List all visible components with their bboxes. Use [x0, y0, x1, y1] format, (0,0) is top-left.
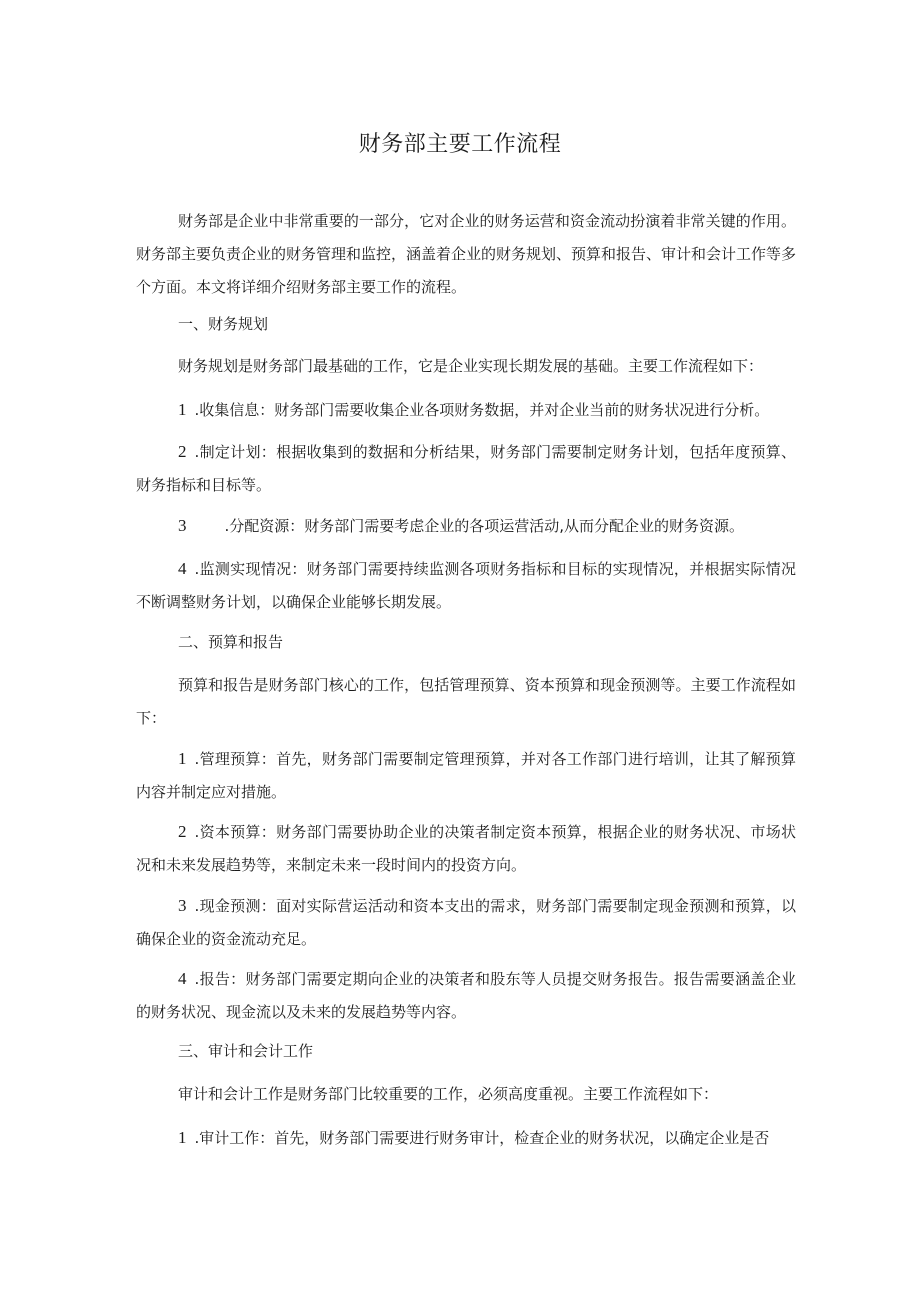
item-text: .管理预算：首先，财务部门需要制定管理预算，并对各工作部门进行培训，让其了解预算内容并制定应对措施。	[136, 750, 796, 801]
item-number: 3	[178, 896, 187, 915]
item-text: .报告：财务部门需要定期向企业的决策者和股东等人员提交财务报告。报告需要涵盖企业的财务状况、现金流以及未来的发展趋势等内容。	[136, 970, 796, 1021]
item-number: 2	[178, 442, 187, 461]
list-item	[136, 1121, 796, 1155]
list-item	[136, 742, 796, 809]
item-text: .监测实现情况：财务部门需要持续监测各项财务指标和目标的实现情况，并根据实际情况不断调整财务计划，以确保企业能够长期发展。	[136, 560, 796, 611]
item-text: .收集信息：财务部门需要收集企业各项财务数据，并对企业当前的财务状况进行分析。	[194, 401, 770, 419]
section-lead-financial-planning: 财务规划是财务部门最基础的工作，它是企业实现长期发展的基础。主要工作流程如下：	[178, 357, 764, 375]
item-number: 4	[178, 559, 187, 578]
section-heading-budget-and-report: 二、预算和报告	[178, 633, 284, 651]
list-item	[136, 889, 796, 956]
list-item	[136, 509, 796, 543]
list-item	[136, 393, 796, 427]
item-text: .制定计划：根据收集到的数据和分析结果，财务部门需要制定财务计划，包括年度预算、财务指标和目标等。	[136, 443, 796, 494]
section-lead-audit-and-accounting: 审计和会计工作是财务部门比较重要的工作，必须高度重视。主要工作流程如下：	[178, 1085, 719, 1103]
item-number: 1	[178, 400, 187, 419]
page-title: 财务部主要工作流程	[358, 132, 562, 157]
item-text: .资本预算：财务部门需要协助企业的决策者制定资本预算，根据企业的财务状况、市场状况和未来发展趋势等，来制定未来一段时间内的投资方向。	[136, 823, 796, 874]
item-text: .现金预测：面对实际营运活动和资本支出的需求，财务部门需要制定现金预测和预算，以确保企业的资金流动充足。	[136, 897, 796, 948]
list-item	[136, 962, 796, 1029]
section-lead-budget-and-report: 预算和报告是财务部门核心的工作，包括管理预算、资本预算和现金预测等。主要工作流程如下：	[136, 676, 796, 727]
item-number: 3	[178, 516, 187, 535]
list-item	[136, 815, 796, 882]
item-text: .分配资源：财务部门需要考虑企业的各项运营活动,从而分配企业的财务资源。	[224, 517, 745, 535]
intro-paragraph: 财务部是企业中非常重要的一部分，它对企业的财务运营和资金流动扮演着非常关键的作用。财务部主要负责企业的财务管理和监控，涵盖着企业的财务规划、预算和报告、审计和会计工作等多个方面。本文将详细介绍财务部主要工作的流程。	[136, 212, 797, 296]
item-text: .审计工作：首先，财务部门需要进行财务审计，检查企业的财务状况，以确定企业是否	[194, 1129, 770, 1147]
list-item	[136, 552, 796, 619]
item-number: 4	[178, 969, 187, 988]
section-heading-audit-and-accounting: 三、审计和会计工作	[178, 1042, 314, 1060]
item-number: 1	[178, 1128, 187, 1147]
item-number: 1	[178, 749, 187, 768]
list-item	[136, 435, 796, 502]
item-number: 2	[178, 822, 187, 841]
section-heading-financial-planning: 一、财务规划	[178, 315, 269, 333]
